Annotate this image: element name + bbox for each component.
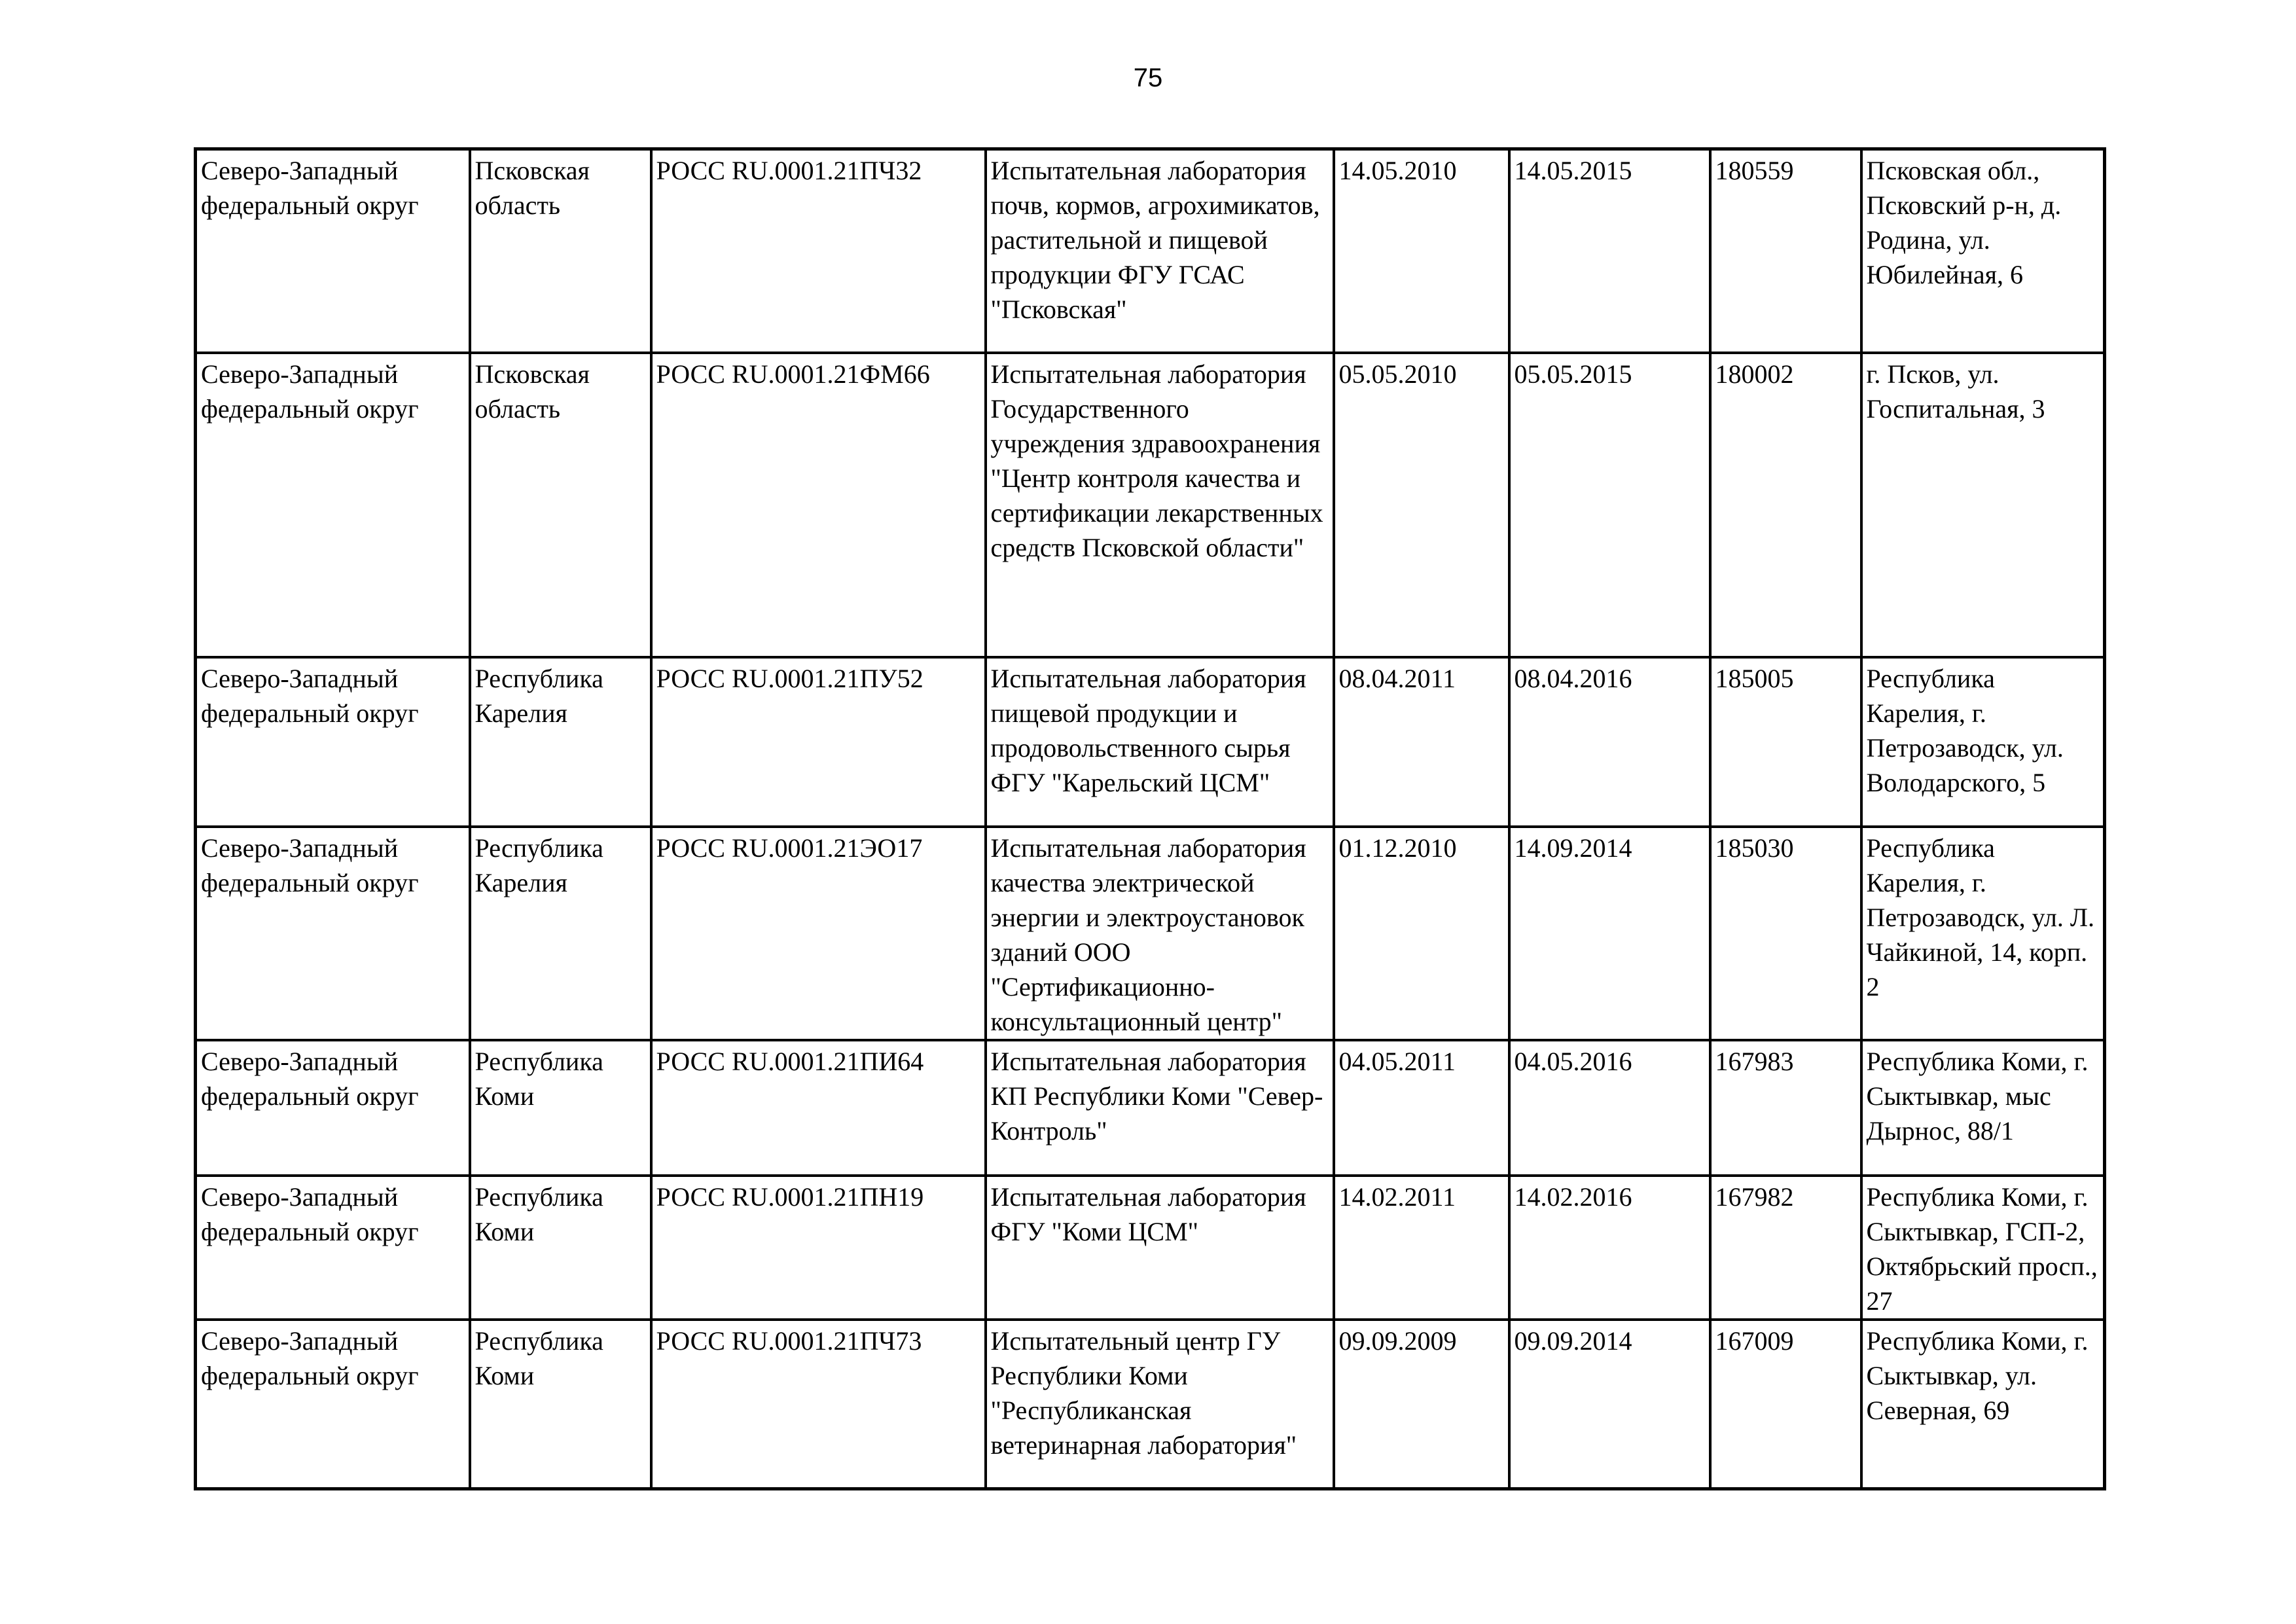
cell-valid-from: 08.04.2011 — [1334, 657, 1509, 827]
cell-postcode: 167982 — [1710, 1176, 1861, 1320]
table-row — [196, 1040, 2105, 1176]
cell-district: Северо-Западный федеральный округ — [196, 657, 470, 827]
cell-valid-from: 09.09.2009 — [1334, 1320, 1509, 1489]
cell-certificate: РОСС RU.0001.21ПУ52 — [651, 657, 986, 827]
cell-valid-from: 04.05.2011 — [1334, 1040, 1509, 1176]
cell-address: Республика Коми, г. Сыктывкар, мыс Дырнос, 88/1 — [1861, 1040, 2105, 1176]
table-row — [196, 657, 2105, 827]
cell-valid-to: 08.04.2016 — [1509, 657, 1710, 827]
cell-region: Псковская область — [470, 353, 651, 657]
cell-certificate: РОСС RU.0001.21ПЧ73 — [651, 1320, 986, 1489]
cell-district: Северо-Западный федеральный округ — [196, 149, 470, 353]
cell-valid-from: 14.05.2010 — [1334, 149, 1509, 353]
cell-postcode: 180002 — [1710, 353, 1861, 657]
cell-laboratory: Испытательная лаборатория почв, кормов, агрохимикатов, растительной и пищевой продукции ФГУ ГСАС "Псковская" — [986, 149, 1334, 353]
cell-valid-to: 14.05.2015 — [1509, 149, 1710, 353]
cell-valid-to: 14.02.2016 — [1509, 1176, 1710, 1320]
cell-region: Республика Карелия — [470, 827, 651, 1040]
cell-certificate: РОСС RU.0001.21ФМ66 — [651, 353, 986, 657]
page-number: 75 — [1133, 63, 1163, 92]
cell-district: Северо-Западный федеральный округ — [196, 1320, 470, 1489]
table-row — [196, 353, 2105, 657]
laboratory-registry-table — [194, 147, 2106, 1490]
cell-postcode: 185030 — [1710, 827, 1861, 1040]
cell-address: Псковская обл., Псковский р-н, д. Родина, ул. Юбилейная, 6 — [1861, 149, 2105, 353]
table-row — [196, 149, 2105, 353]
cell-laboratory: Испытательная лаборатория пищевой продукции и продовольственного сырья ФГУ "Карельский ЦСМ" — [986, 657, 1334, 827]
cell-region: Республика Коми — [470, 1040, 651, 1176]
cell-certificate: РОСС RU.0001.21ПН19 — [651, 1176, 986, 1320]
cell-address: г. Псков, ул. Госпитальная, 3 — [1861, 353, 2105, 657]
cell-region: Республика Коми — [470, 1176, 651, 1320]
cell-laboratory: Испытательная лаборатория КП Республики Коми "Север-Контроль" — [986, 1040, 1334, 1176]
cell-district: Северо-Западный федеральный округ — [196, 1040, 470, 1176]
cell-certificate: РОСС RU.0001.21ЭО17 — [651, 827, 986, 1040]
cell-region: Псковская область — [470, 149, 651, 353]
cell-laboratory: Испытательная лаборатория Государственного учреждения здравоохранения "Центр контроля качества и сертификации лекарственных средств Псковской области" — [986, 353, 1334, 657]
cell-postcode: 167983 — [1710, 1040, 1861, 1176]
table-row — [196, 1176, 2105, 1320]
cell-address: Республика Карелия, г. Петрозаводск, ул. Л. Чайкиной, 14, корп. 2 — [1861, 827, 2105, 1040]
table-row — [196, 1320, 2105, 1489]
cell-postcode: 185005 — [1710, 657, 1861, 827]
cell-address: Республика Коми, г. Сыктывкар, ул. Северная, 69 — [1861, 1320, 2105, 1489]
cell-laboratory: Испытательная лаборатория качества электрической энергии и электроустановок зданий ООО "Сертификационно-консультационный центр" — [986, 827, 1334, 1040]
cell-certificate: РОСС RU.0001.21ПЧ32 — [651, 149, 986, 353]
cell-valid-from: 14.02.2011 — [1334, 1176, 1509, 1320]
cell-district: Северо-Западный федеральный округ — [196, 1176, 470, 1320]
cell-address: Республика Карелия, г. Петрозаводск, ул. Володарского, 5 — [1861, 657, 2105, 827]
cell-postcode: 167009 — [1710, 1320, 1861, 1489]
cell-region: Республика Карелия — [470, 657, 651, 827]
cell-valid-to: 09.09.2014 — [1509, 1320, 1710, 1489]
cell-region: Республика Коми — [470, 1320, 651, 1489]
cell-laboratory: Испытательная лаборатория ФГУ "Коми ЦСМ" — [986, 1176, 1334, 1320]
cell-postcode: 180559 — [1710, 149, 1861, 353]
cell-valid-to: 14.09.2014 — [1509, 827, 1710, 1040]
cell-laboratory: Испытательный центр ГУ Республики Коми "Республиканская ветеринарная лаборатория" — [986, 1320, 1334, 1489]
cell-valid-from: 01.12.2010 — [1334, 827, 1509, 1040]
cell-valid-to: 05.05.2015 — [1509, 353, 1710, 657]
cell-address: Республика Коми, г. Сыктывкар, ГСП-2, Октябрьский просп., 27 — [1861, 1176, 2105, 1320]
cell-district: Северо-Западный федеральный округ — [196, 827, 470, 1040]
table-row — [196, 827, 2105, 1040]
cell-certificate: РОСС RU.0001.21ПИ64 — [651, 1040, 986, 1176]
cell-district: Северо-Западный федеральный округ — [196, 353, 470, 657]
cell-valid-to: 04.05.2016 — [1509, 1040, 1710, 1176]
cell-valid-from: 05.05.2010 — [1334, 353, 1509, 657]
